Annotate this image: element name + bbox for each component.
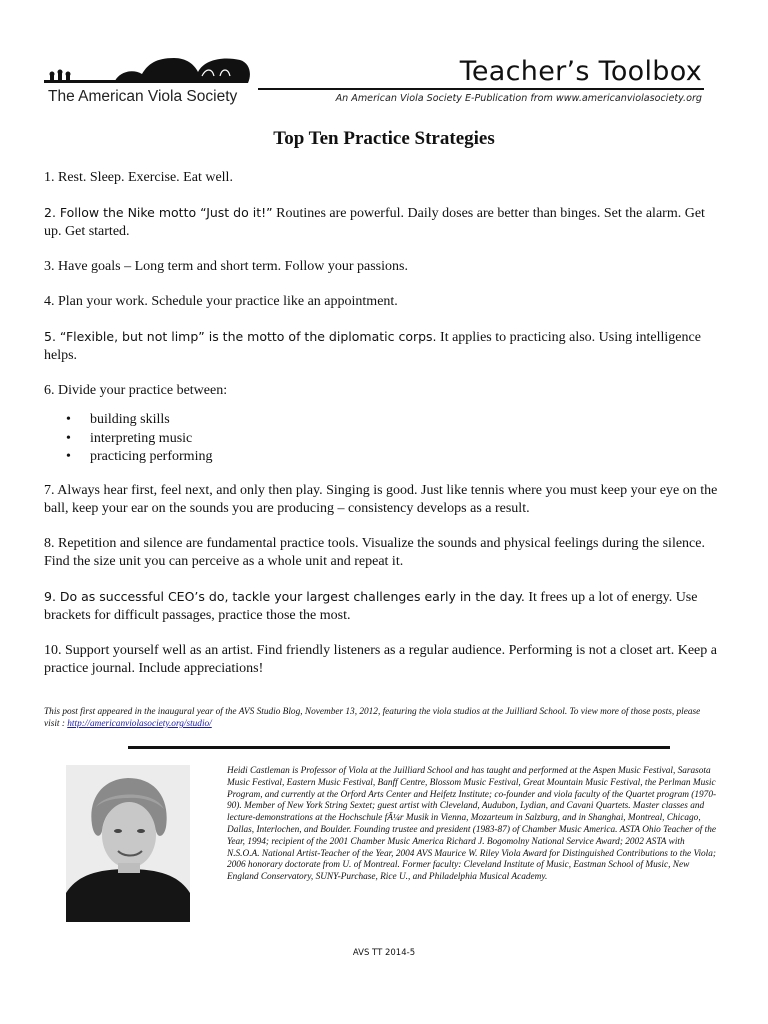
practice-divisions-list (44, 411, 724, 467)
list-item (44, 411, 724, 430)
author-photo (66, 765, 190, 922)
strategy-7: 7. Always hear first, feel next, and only then play. Singing is good. Just like tennis where you must keep your eye on the ball, keep your ear on the sounds you are producing – consistency develops as a result. (44, 482, 718, 516)
strategy-3: 3. Have goals – Long term and short term. Follow your passions. (44, 259, 408, 274)
list-item (44, 430, 724, 449)
list-item-text: building skills (90, 412, 170, 427)
strategies-list (44, 169, 724, 695)
logo-text: The American Viola Society (48, 88, 238, 105)
strategy-9-lead: 9. Do as successful CEO’s do, tackle your largest challenges early in the day. (44, 588, 525, 604)
header-divider (258, 88, 704, 90)
author-bio: Heidi Castleman is Professor of Viola at the Juilliard School and has taught and performed at the Aspen Music Festival, Sarasota Music Festival, Eastern Music Festival, Banff Centre, Blossom Music Festival, Great Mountain Music Festival, the Perlman Music Program, and currently at the Orford Arts Center and Heifetz Institute; co-founder and viola faculty of the Quartet program (1970-90). Member of New York String Sextet; guest artist with Cleveland, Audubon, Lydian, and Cavani Quartets. Master classes and lecture-demonstrations at the Hochschule fÃ¼r Musik in Vienna, Mozarteum in Salzburg, and in Shanghai, Montreal, Chicago, Dallas, Interlochen, and Boulder. Founding trustee and president (1983-87) of Chamber Music America. ASTA Ohio Teacher of the Year, 1994; recipient of the 2001 Chamber Music America Richard J. Bogomolny National Service Award; 2002 ASTA with N.S.O.A. National Artist-Teacher of the Year, 2004 AVS Maurice W. Riley Viola Award for Distinguished Contributions to the Viola; 2006 honorary doctorate from U. of Montreal. Former faculty: Cleveland Institute of Music, Eastman School of Music, New England Conservatory, SUNY-Purchase, Rice U., and Philadelphia Musical Academy. (227, 766, 717, 883)
strategy-5-text: It applies to practicing also. Using intelligence helps. (44, 330, 701, 363)
page-title: Top Ten Practice Strategies (273, 128, 495, 149)
strategy-8: 8. Repetition and silence are fundamental practice tools. Visualize the sounds and physical feelings during the silence. Find the size unit you can perceive as a whole unit and repeat it. (44, 535, 705, 569)
strategy-2 (44, 204, 724, 241)
list-item (44, 448, 724, 467)
source-note-text: This post first appeared in the inaugural year of the AVS Studio Blog, November 13, 2012, featuring the viola studios at the Juilliard School. To view more of those posts, please visit : (44, 707, 701, 729)
strategy-5 (44, 328, 724, 365)
strategy-2-text: Routines are powerful. Daily doses are better than binges. Set the alarm. Get up. Get started. (44, 206, 705, 239)
strategy-9-text: It frees up a lot of energy. Use brackets for difficult passages, practice those the most. (44, 589, 698, 623)
viola-silhouette-icon (44, 54, 252, 90)
strategy-9 (44, 588, 724, 625)
portrait-image (66, 765, 190, 922)
strategy-6: 6. Divide your practice between: (44, 383, 228, 398)
bullet-icon: • (66, 412, 71, 427)
strategy-1: 1. Rest. Sleep. Exercise. Eat well. (44, 170, 233, 185)
avs-logo (44, 54, 252, 114)
publication-subtitle: An American Viola Society E-Publication from www.americanviolasociety.org (335, 93, 702, 104)
strategy-10: 10. Support yourself well as an artist. Find friendly listeners as a regular audience. Performing is not a closet art. Keep a practice journal. Include appreciations! (44, 642, 717, 676)
strategy-4: 4. Plan your work. Schedule your practice like an appointment. (44, 294, 398, 309)
studio-blog-link[interactable]: http://americanviolasociety.org/studio/ (67, 719, 212, 729)
bullet-icon: • (66, 430, 71, 446)
strategy-2-motto: 2. Follow the Nike motto “Just do it!” (44, 205, 273, 220)
list-item-text: interpreting music (90, 430, 193, 446)
section-divider (128, 746, 670, 749)
source-note (44, 706, 718, 730)
strategy-5-motto: 5. “Flexible, but not limp” is the motto of the diplomatic corps. (44, 329, 437, 344)
bullet-icon: • (66, 449, 71, 464)
page-footer: AVS TT 2014-5 (352, 948, 416, 958)
list-item-text: practicing performing (90, 449, 213, 464)
publication-title: Teacher’s Toolbox (459, 56, 702, 87)
